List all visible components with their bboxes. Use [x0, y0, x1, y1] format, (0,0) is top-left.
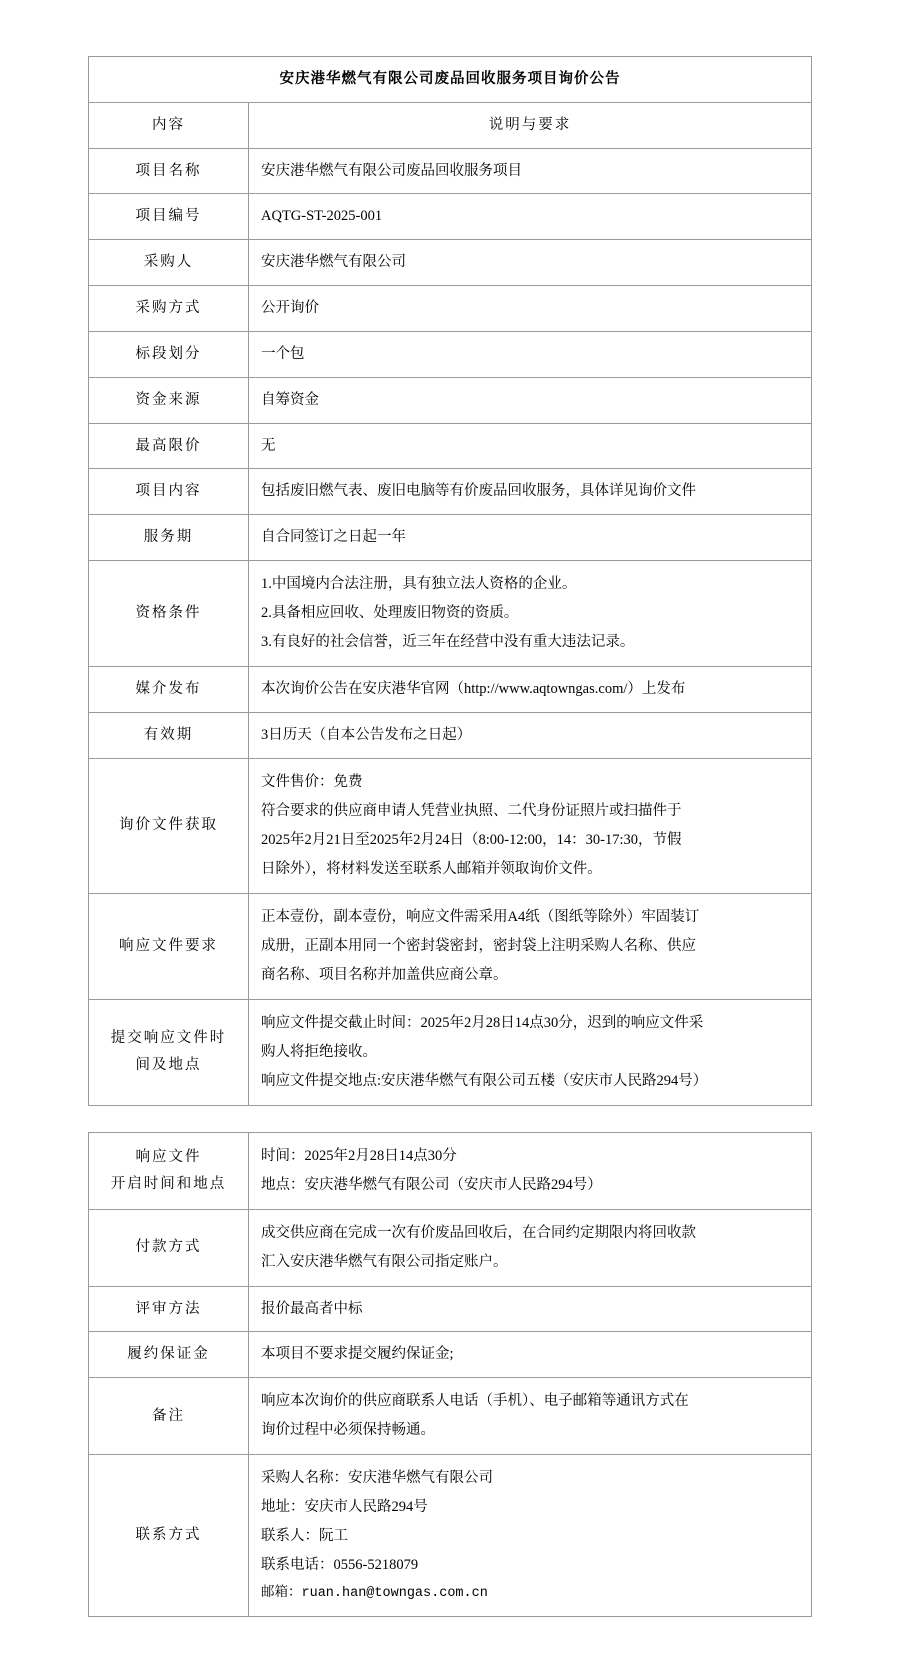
row-label-project-name: 项目名称: [89, 148, 249, 194]
contact-purchaser-name: 采购人名称：安庆港华燃气有限公司: [261, 1470, 493, 1487]
table-row-header: [89, 102, 812, 148]
table-row: [89, 331, 812, 377]
submission-label-line-2: 间及地点: [135, 1057, 202, 1074]
row-value-project-content: 包括废旧燃气表、废旧电脑等有价废品回收服务，具体详见询价文件: [249, 469, 812, 515]
row-value-lot-division: 一个包: [249, 331, 812, 377]
contact-address: 地址：安庆市人民路294号: [261, 1499, 428, 1516]
row-label-response-doc-requirements: 响应文件要求: [89, 893, 249, 999]
contact-person: 联系人：阮工: [261, 1528, 348, 1545]
doc-acq-line-4: 日除外），将材料发送至联系人邮箱并领取询价文件。: [261, 860, 602, 877]
contact-phone: 联系电话：0556-5218079: [261, 1557, 419, 1574]
row-value-price-cap: 无: [249, 423, 812, 469]
row-label-project-content: 项目内容: [89, 469, 249, 515]
inquiry-notice-table-part2: [88, 1132, 812, 1618]
row-label-qualification: 资格条件: [89, 560, 249, 666]
row-value-document-acquisition: [249, 758, 812, 893]
row-label-lot-division: 标段划分: [89, 331, 249, 377]
table-row: [89, 1332, 812, 1378]
row-value-purchase-method: 公开询价: [249, 286, 812, 332]
table-row: [89, 758, 812, 893]
table-gap-divider: [88, 1106, 812, 1132]
row-value-evaluation-method: 报价最高者中标: [249, 1286, 812, 1332]
row-label-contact-info: 联系方式: [89, 1455, 249, 1617]
row-value-project-name: 安庆港华燃气有限公司废品回收服务项目: [249, 148, 812, 194]
table-row: [89, 999, 812, 1105]
payment-line-1: 成交供应商在完成一次有价废品回收后，在合同约定期限内将回收款: [261, 1224, 696, 1241]
row-value-qualification: [249, 560, 812, 666]
row-value-response-doc-requirements: [249, 893, 812, 999]
row-label-price-cap: 最高限价: [89, 423, 249, 469]
payment-line-2: 汇入安庆港华燃气有限公司指定账户。: [261, 1253, 508, 1270]
row-label-media-publication: 媒介发布: [89, 666, 249, 712]
table-row-title: [89, 57, 812, 103]
row-value-validity-period: 3日历天（自本公告发布之日起）: [249, 712, 812, 758]
qualification-line-2: 2.具备相应回收、处理废旧物资的资质。: [261, 604, 519, 621]
row-value-performance-bond: 本项目不要求提交履约保证金;: [249, 1332, 812, 1378]
table-row: [89, 1286, 812, 1332]
row-value-submission-time-place: [249, 999, 812, 1105]
row-value-media-publication: 本次询价公告在安庆港华官网（http://www.aqtowngas.com/）上发布: [249, 666, 812, 712]
row-value-project-number: AQTG-ST-2025-001: [249, 194, 812, 240]
submission-label-line-1: 提交响应文件时: [110, 1030, 227, 1047]
row-label-remarks: 备注: [89, 1378, 249, 1455]
row-label-purchaser: 采购人: [89, 240, 249, 286]
doc-acq-line-2: 符合要求的供应商申请人凭营业执照、二代身份证照片或扫描件于: [261, 802, 682, 819]
opening-line-1: 时间：2025年2月28日14点30分: [261, 1147, 457, 1164]
row-value-remarks: [249, 1378, 812, 1455]
row-value-funding-source: 自筹资金: [249, 377, 812, 423]
table-row: [89, 1209, 812, 1286]
row-label-validity-period: 有效期: [89, 712, 249, 758]
submission-line-1: 响应文件提交截止时间：2025年2月28日14点30分，迟到的响应文件采: [261, 1014, 704, 1031]
table-row: [89, 515, 812, 561]
row-label-performance-bond: 履约保证金: [89, 1332, 249, 1378]
row-value-payment-method: [249, 1209, 812, 1286]
inquiry-notice-table-part1: [88, 56, 812, 1106]
table-row: [89, 469, 812, 515]
table-row: [89, 1455, 812, 1617]
row-label-submission-time-place: [89, 999, 249, 1105]
row-value-purchaser: 安庆港华燃气有限公司: [249, 240, 812, 286]
table-row: [89, 893, 812, 999]
row-label-document-acquisition: 询价文件获取: [89, 758, 249, 893]
opening-label-line-1: 响应文件: [135, 1148, 202, 1165]
table-row: [89, 286, 812, 332]
row-label-funding-source: 资金来源: [89, 377, 249, 423]
opening-label-line-2: 开启时间和地点: [110, 1175, 227, 1192]
submission-line-3: 响应文件提交地点:安庆港华燃气有限公司五楼（安庆市人民路294号）: [261, 1072, 708, 1089]
table-body-part1: [89, 57, 812, 1106]
contact-email: 邮箱：ruan.han@towngas.com.cn: [261, 1586, 488, 1602]
row-label-service-period: 服务期: [89, 515, 249, 561]
resp-req-line-3: 商名称、项目名称并加盖供应商公章。: [261, 966, 508, 983]
doc-acq-line-3: 2025年2月21日至2025年2月24日（8:00-12:00，14：30-17:30，节假: [261, 831, 682, 848]
row-label-payment-method: 付款方式: [89, 1209, 249, 1286]
row-value-opening-time-place: [249, 1132, 812, 1209]
row-label-opening-time-place: [89, 1132, 249, 1209]
table-row: [89, 377, 812, 423]
column-header-description: 说明与要求: [249, 102, 812, 148]
table-row: [89, 194, 812, 240]
opening-line-2: 地点：安庆港华燃气有限公司（安庆市人民路294号）: [261, 1176, 602, 1193]
table-row: [89, 423, 812, 469]
table-row: [89, 240, 812, 286]
doc-acq-line-1: 文件售价：免费: [261, 773, 363, 790]
table-row: [89, 1378, 812, 1455]
row-value-contact-info: [249, 1455, 812, 1617]
row-label-purchase-method: 采购方式: [89, 286, 249, 332]
qualification-line-1: 1.中国境内合法注册，具有独立法人资格的企业。: [261, 575, 577, 592]
resp-req-line-2: 成册，正副本用同一个密封袋密封，密封袋上注明采购人名称、供应: [261, 937, 696, 954]
remarks-line-1: 响应本次询价的供应商联系人电话（手机）、电子邮箱等通讯方式在: [261, 1393, 689, 1410]
resp-req-line-1: 正本壹份，副本壹份，响应文件需采用A4纸（图纸等除外）牢固装订: [261, 908, 700, 925]
row-label-project-number: 项目编号: [89, 194, 249, 240]
table-row: [89, 560, 812, 666]
table-row: [89, 712, 812, 758]
table-row: [89, 148, 812, 194]
table-row: [89, 666, 812, 712]
qualification-line-3: 3.有良好的社会信誉，近三年在经营中没有重大违法记录。: [261, 633, 635, 650]
page-title: 安庆港华燃气有限公司废品回收服务项目询价公告: [89, 57, 812, 103]
table-body-part2: [89, 1132, 812, 1617]
table-row: [89, 1132, 812, 1209]
row-value-service-period: 自合同签订之日起一年: [249, 515, 812, 561]
row-label-evaluation-method: 评审方法: [89, 1286, 249, 1332]
column-header-content: 内容: [89, 102, 249, 148]
remarks-line-2: 询价过程中必须保持畅通。: [261, 1422, 435, 1439]
submission-line-2: 购人将拒绝接收。: [261, 1043, 377, 1060]
